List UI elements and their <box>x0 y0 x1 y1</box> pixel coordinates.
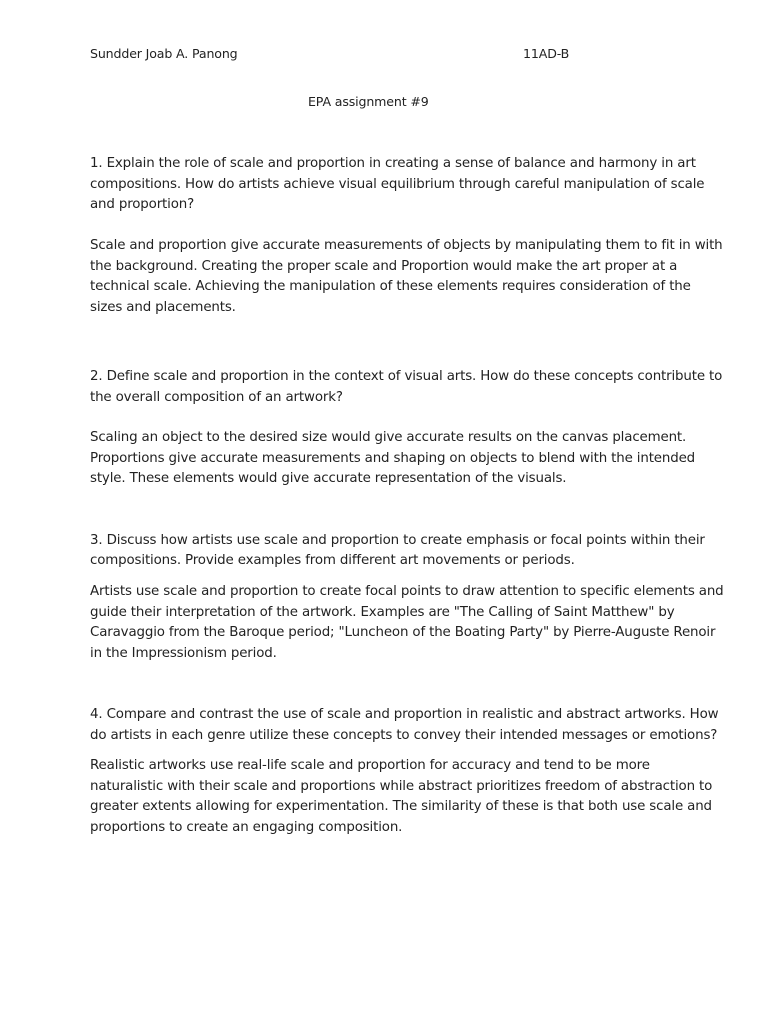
question-1-line: and proportion? <box>90 197 195 212</box>
answer-3-line: in the Impressionism period. <box>90 645 277 661</box>
answer-3-line: Artists use scale and proportion to create focal points to draw attention to specific elements and <box>90 584 724 599</box>
answer-2-line: Proportions give accurate measurements and shaping on objects to blend with the intended <box>90 450 696 466</box>
answer-2-line: style. These elements would give accurate representation of the visuals. <box>90 471 567 486</box>
answer-4-line: proportions to create an engaging composition. <box>90 819 403 835</box>
author-name: Sundder Joab A. Panong <box>90 46 238 61</box>
question-1-line: 1. Explain the role of scale and proportion in creating a sense of balance and harmony in art <box>90 156 696 171</box>
answer-1-line: Scale and proportion give accurate measurements of objects by manipulating them to fit in with <box>90 238 723 253</box>
question-3-line: 3. Discuss how artists use scale and proportion to create emphasis or focal points within their <box>90 533 705 548</box>
question-3-line: compositions. Provide examples from different art movements or periods. <box>90 553 575 568</box>
assignment-title: EPA assignment #9 <box>308 94 429 109</box>
question-1-line: compositions. How do artists achieve visual equilibrium through careful manipulation of scale <box>90 176 705 192</box>
answer-1-line: technical scale. Achieving the manipulation of these elements requires consideration of the <box>90 279 691 294</box>
question-2-line: the overall composition of an artwork? <box>90 389 343 405</box>
answer-2-line: Scaling an object to the desired size would give accurate results on the canvas placement. <box>90 430 687 445</box>
answer-3-line: Caravaggio from the Baroque period; "Luncheon of the Boating Party" by Pierre-Auguste Renoir <box>90 625 716 640</box>
class-section: 11AD-B <box>523 46 570 61</box>
answer-1-line: sizes and placements. <box>90 299 236 315</box>
answer-4-line: naturalistic with their scale and proportions while abstract prioritizes freedom of abstraction to <box>90 778 713 794</box>
question-4-line: 4. Compare and contrast the use of scale and proportion in realistic and abstract artworks. How <box>90 707 719 722</box>
question-2-line: 2. Define scale and proportion in the context of visual arts. How do these concepts contribute to <box>90 369 723 384</box>
question-4-line: do artists in each genre utilize these concepts to convey their intended messages or emotions? <box>90 727 718 743</box>
answer-1-line: the background. Creating the proper scale and Proportion would make the art proper at a <box>90 258 678 274</box>
answer-4-line: Realistic artworks use real-life scale and proportion for accuracy and tend to be more <box>90 758 650 773</box>
answer-3-line: guide their interpretation of the artwork. Examples are "The Calling of Saint Matthew" by <box>90 604 675 620</box>
answer-4-line: greater extents allowing for experimentation. The similarity of these is that both use scale and <box>90 799 712 814</box>
